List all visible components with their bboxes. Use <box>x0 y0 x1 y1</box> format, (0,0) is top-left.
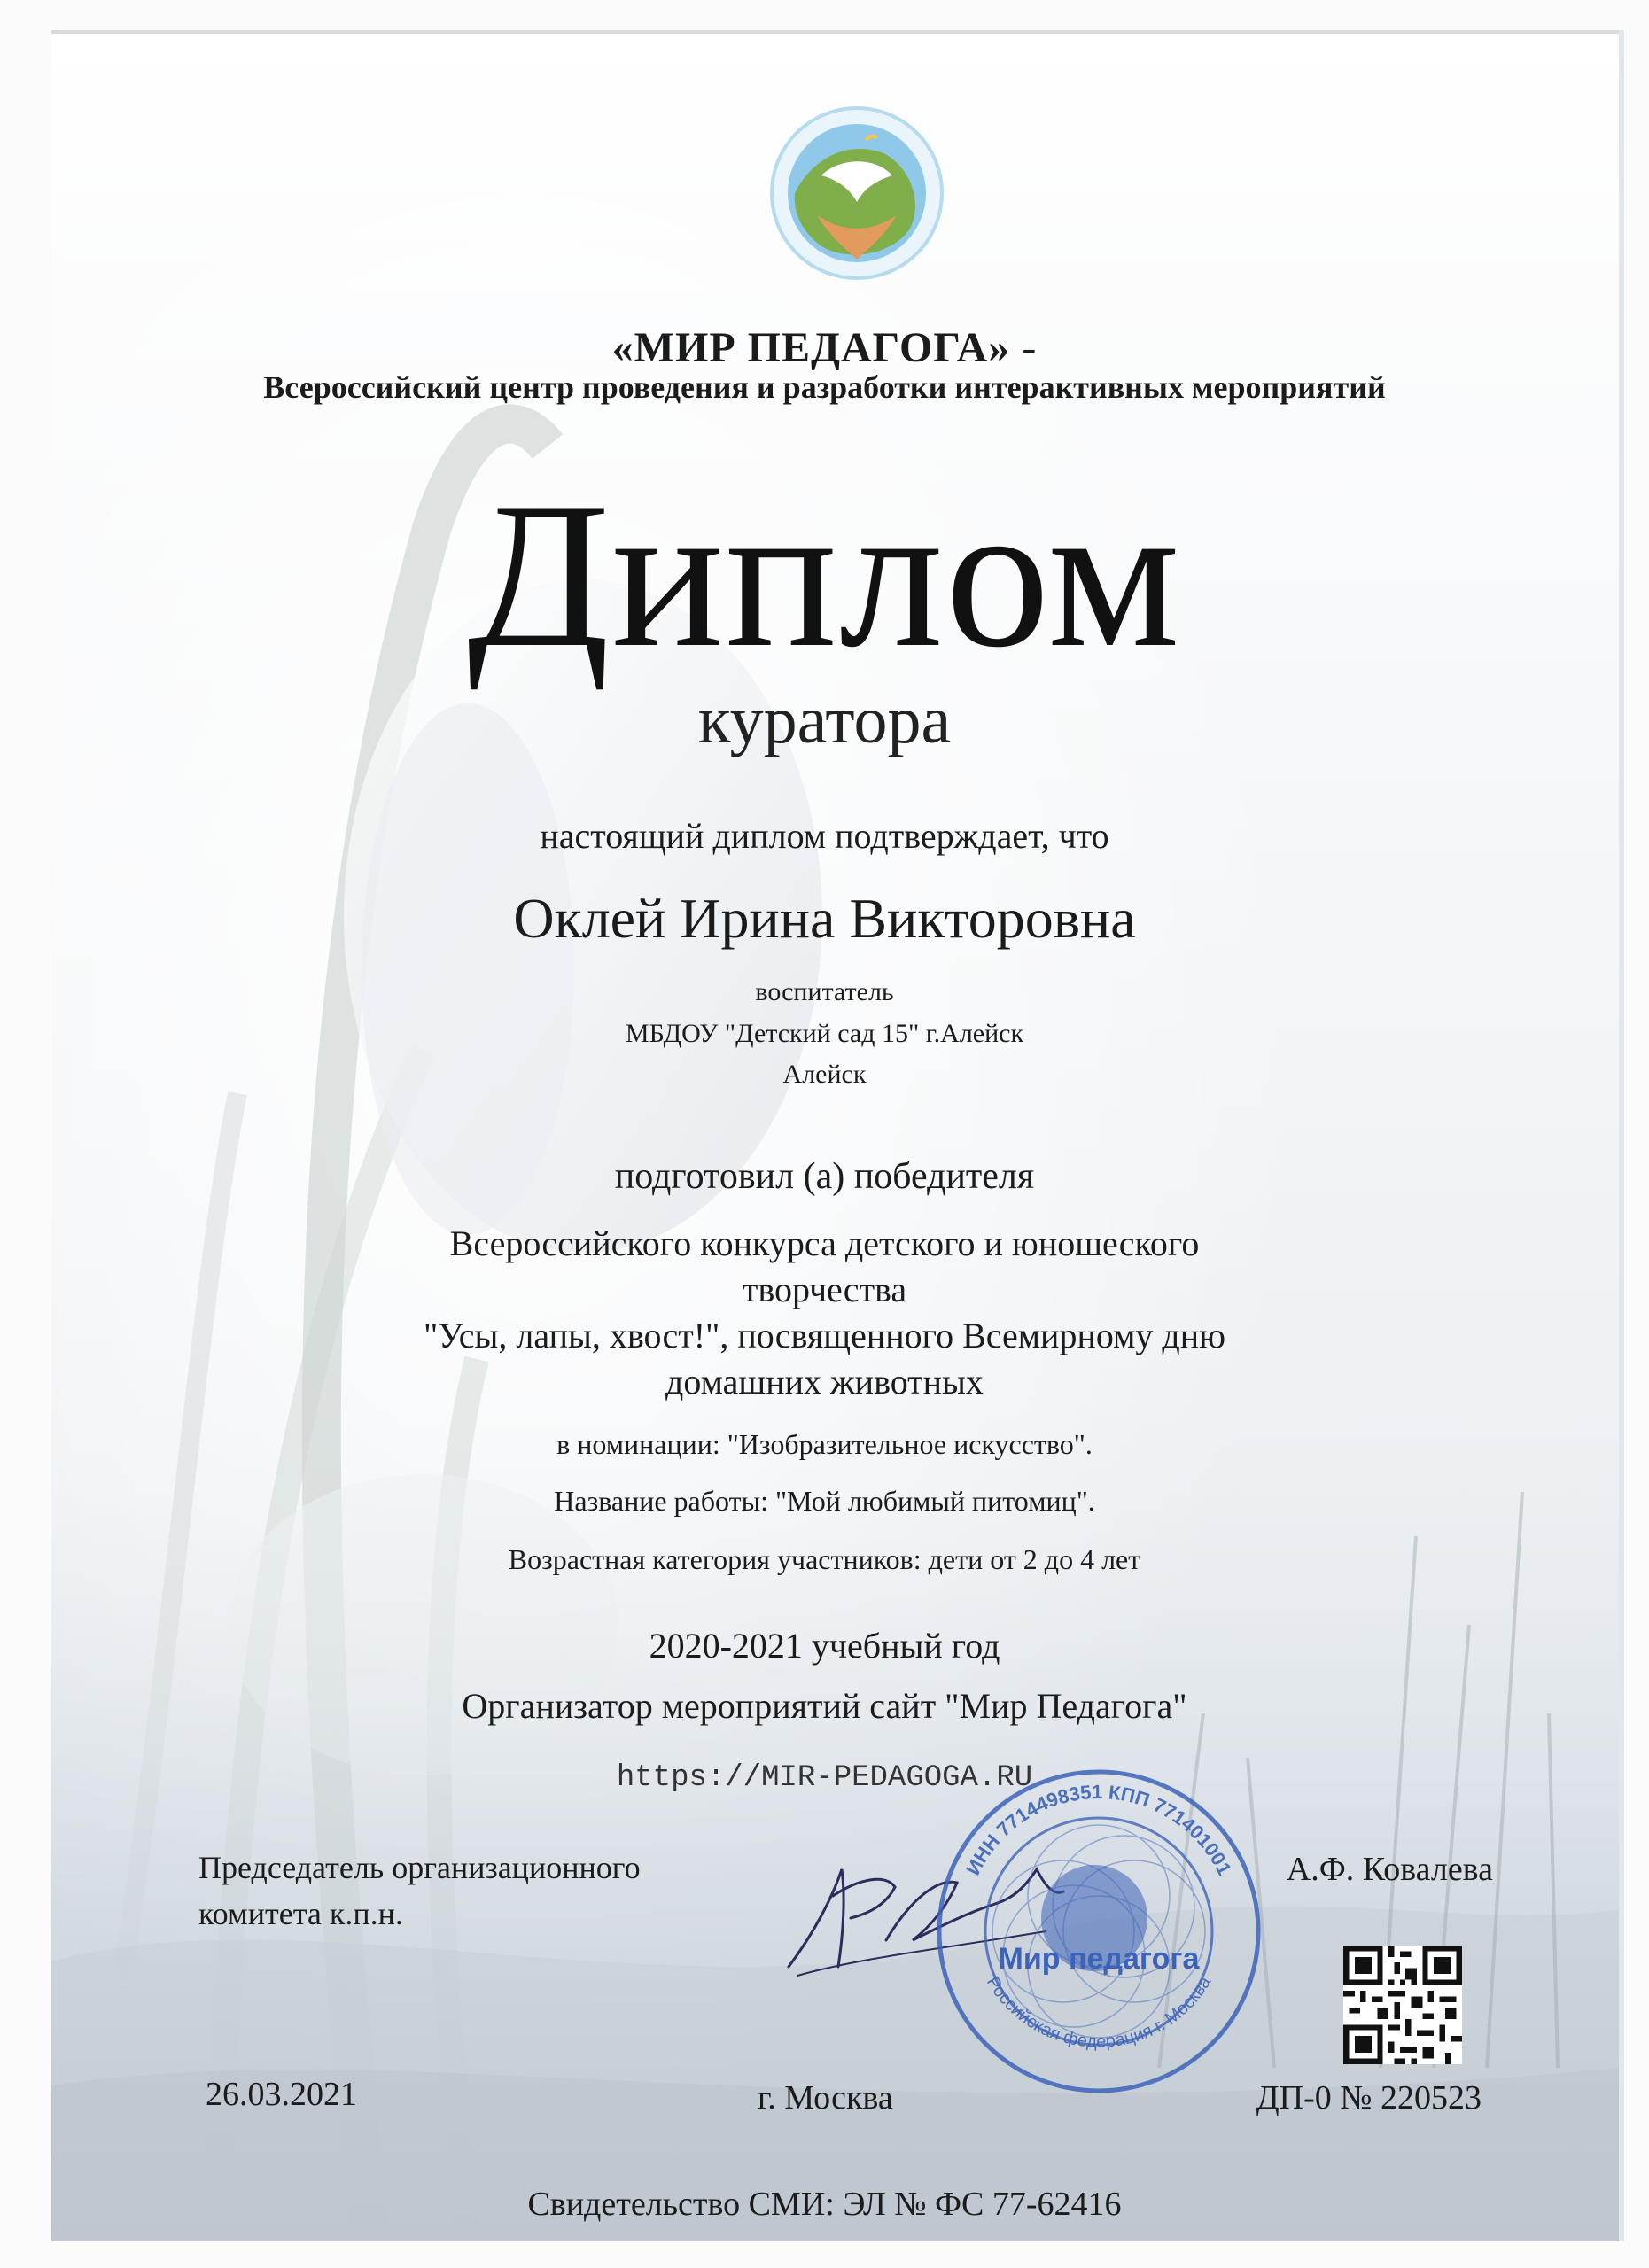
recipient-city: Алейск <box>782 1060 867 1089</box>
contest-line: Всероссийского конкурса детского и юношеского <box>449 1223 1200 1263</box>
chair-title <box>198 1845 641 1937</box>
document-number: ДП-0 № 220523 <box>1256 2079 1482 2117</box>
recipient-organization: МБДОУ "Детский сад 15" г.Алейск <box>625 1019 1024 1048</box>
media-certificate: Свидетельство СМИ: ЭЛ № ФС 77-62416 <box>527 2186 1122 2223</box>
contest-title <box>0 1221 1649 1405</box>
chair-line: Председатель организационного <box>198 1850 641 1885</box>
frame-top-edge <box>51 30 1624 34</box>
organizer-text: Организатор мероприятий сайт "Мир Педагога" <box>462 1686 1187 1726</box>
qr-code[interactable] <box>1343 1946 1462 2064</box>
mir-pedagoga-logo <box>768 105 945 282</box>
brand-subtitle: Всероссийский центр проведения и разработки интерактивных мероприятий <box>263 369 1386 405</box>
age-category: Возрастная категория участников: дети от 2 до 4 лет <box>508 1543 1141 1575</box>
diploma-title: Диплом <box>467 460 1182 691</box>
chair-line: комитета к.п.н. <box>198 1896 403 1931</box>
recipient-position: воспитатель <box>755 977 894 1006</box>
chair-name: А.Ф. Ковалева <box>1286 1851 1493 1888</box>
work-title: Название работы: "Мой любимый питомиц". <box>554 1485 1095 1517</box>
diploma-subtitle: куратора <box>697 683 952 757</box>
confirm-text: настоящий диплом подтверждает, что <box>540 816 1109 856</box>
seal-ring-top: ИНН 7714498351 КПП 771401001 <box>961 1780 1236 1879</box>
contest-line: творчества <box>742 1270 907 1309</box>
issue-place: г. Москва <box>758 2079 893 2117</box>
issue-date: 26.03.2021 <box>206 2076 357 2113</box>
seal-ring-bottom: Российская федерация г. Москва <box>982 1973 1216 2052</box>
recipient-name: Оклей Ирина Викторовна <box>513 887 1136 950</box>
organization-seal <box>930 1763 1267 2100</box>
contest-line: домашних животных <box>665 1362 984 1402</box>
seal-center-text: Мир педагога <box>998 1942 1200 1976</box>
prepared-text: подготовил (а) победителя <box>614 1156 1035 1197</box>
website-link[interactable]: https://MIR-PEDAGOGA.RU <box>616 1761 1033 1795</box>
contest-line: "Усы, лапы, хвост!", посвященного Всемирному дню <box>423 1316 1226 1355</box>
school-year: 2020-2021 учебный год <box>649 1626 1000 1666</box>
brand-title: «МИР ПЕДАГОГА» - <box>611 324 1038 371</box>
nomination: в номинации: "Изобразительное искусство". <box>556 1428 1093 1460</box>
